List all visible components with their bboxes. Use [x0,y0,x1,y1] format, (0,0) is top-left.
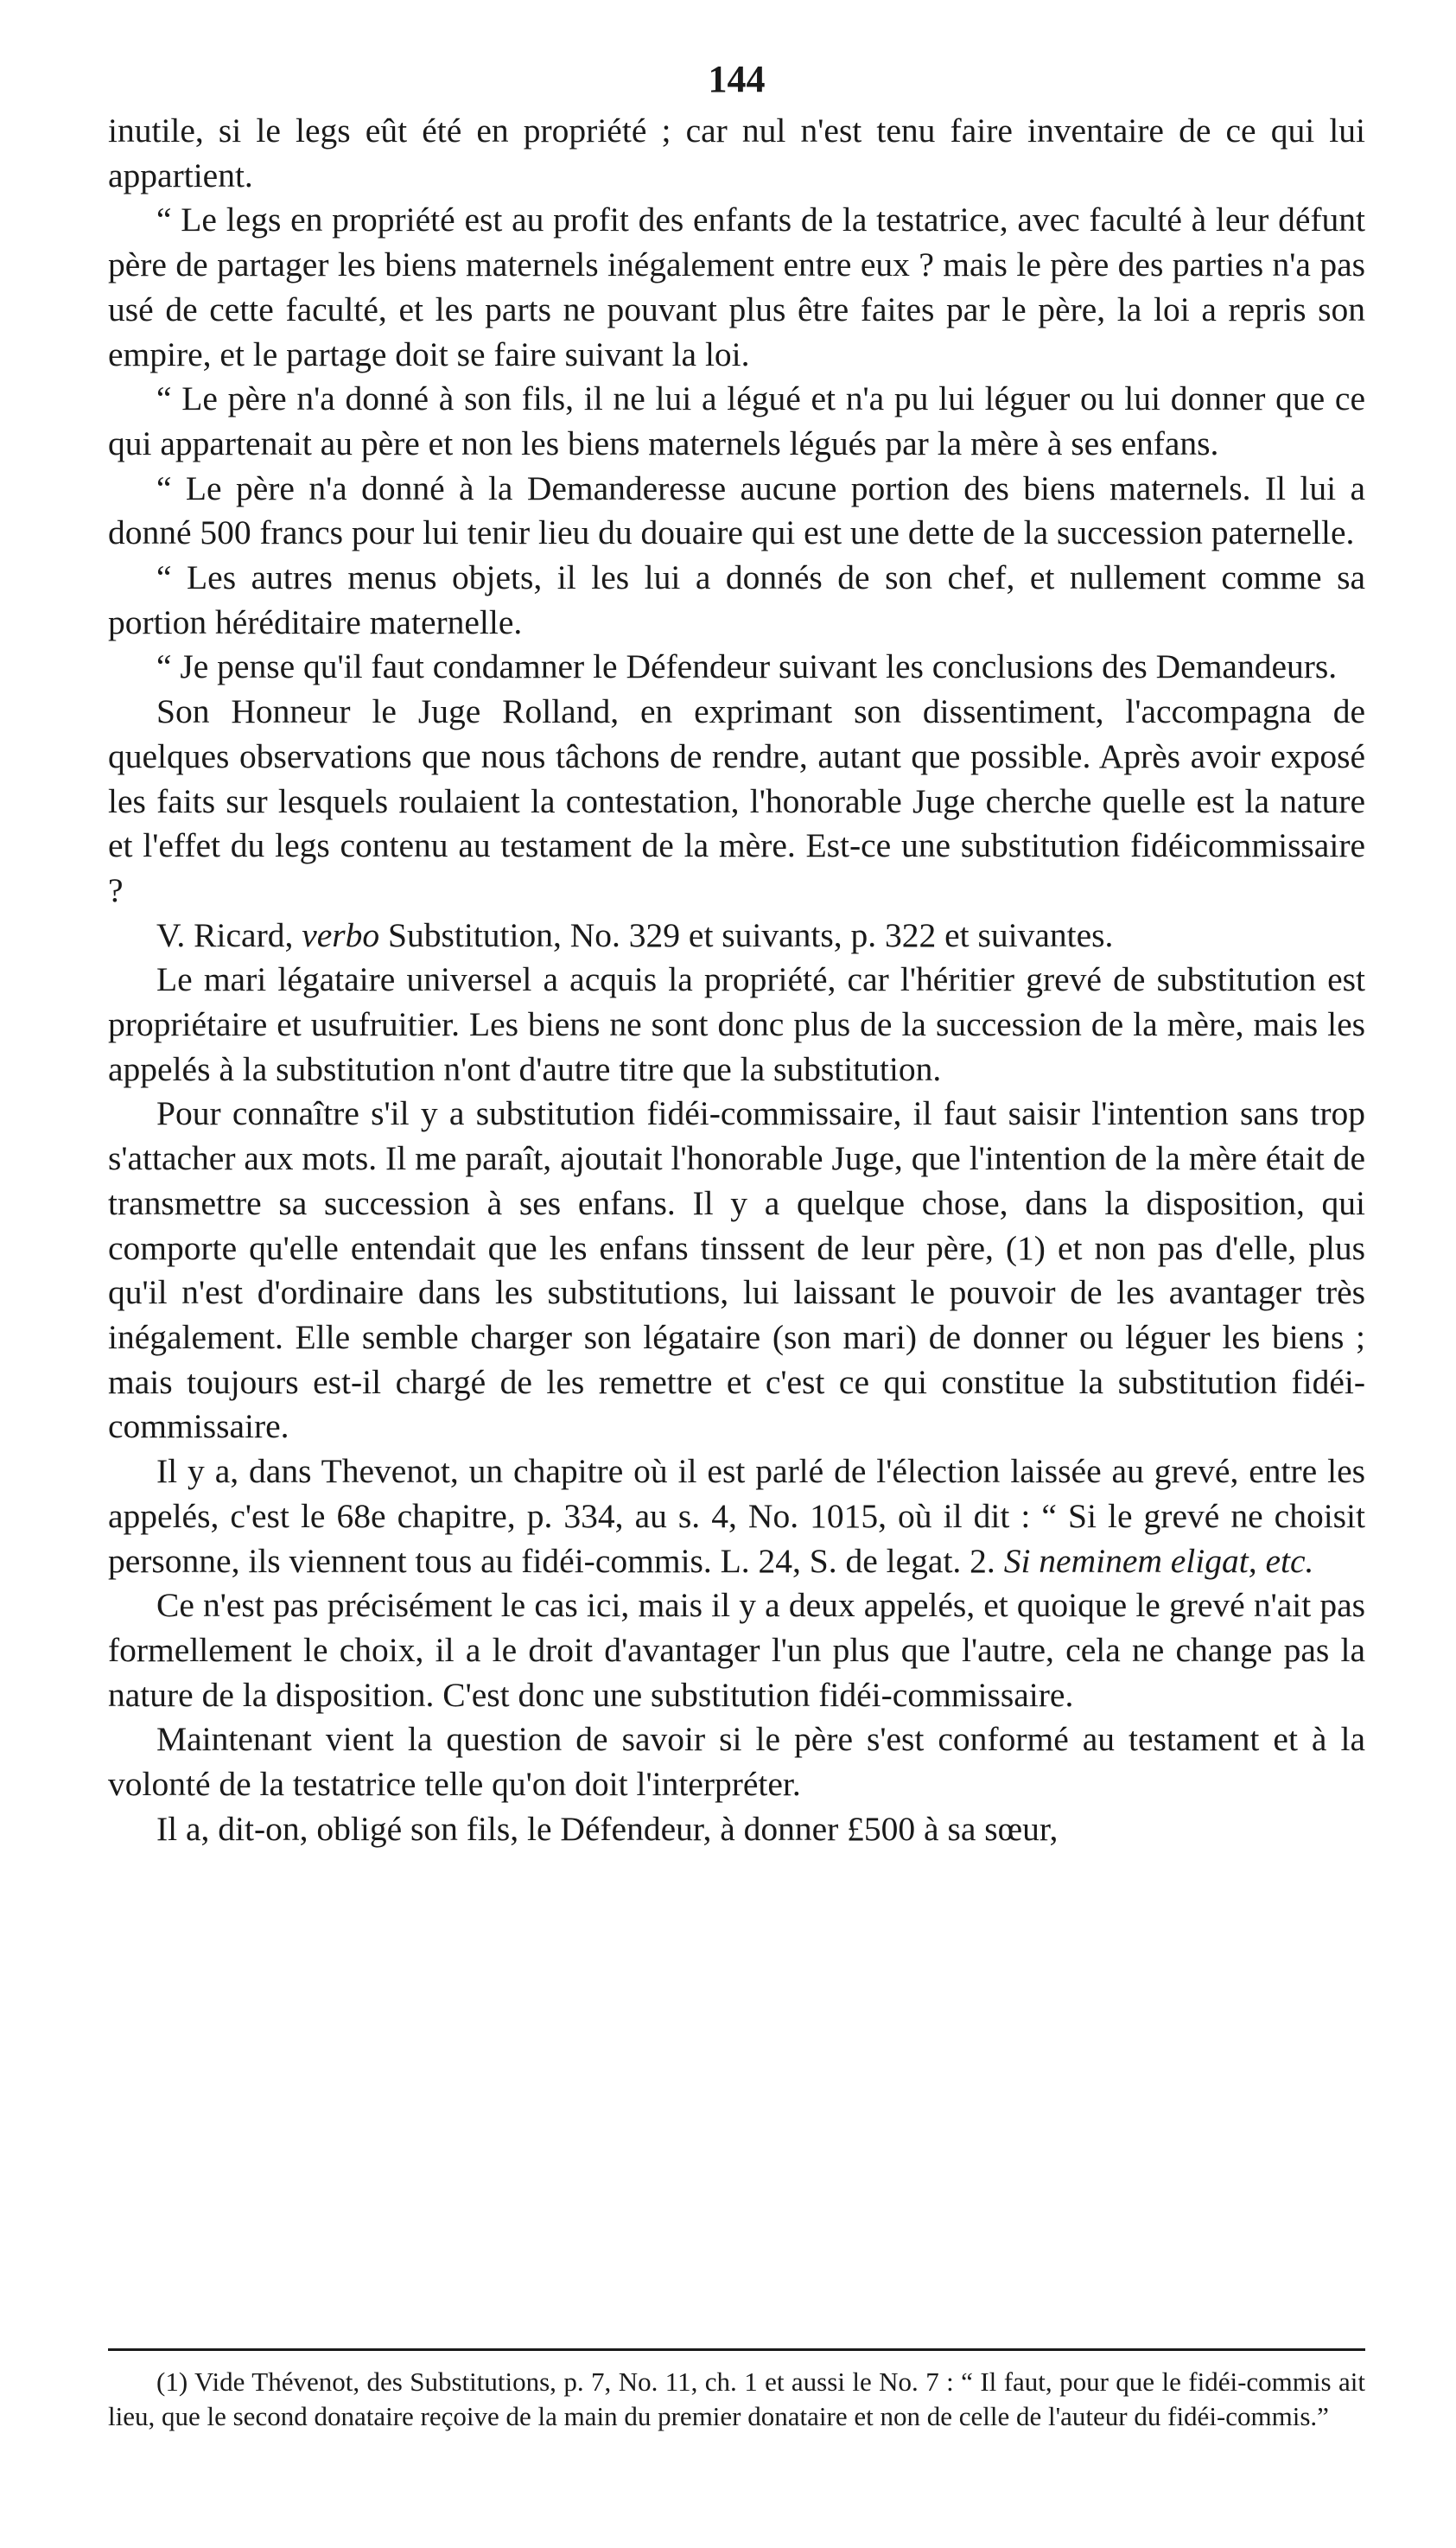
footnote-text: (1) Vide Thévenot, des Substitutions, p. 7, No. 11, ch. 1 et aussi le No. 7 : “ Il faut, pour que le fidéi-commis ait lieu, que le second donataire reçoive de la main du premier donataire et non de celle de l'auteur du fidéi-commis.” [108,2366,1365,2431]
paragraph [108,958,1365,1092]
text-run: Substitution, No. 329 et suivants, p. 322 et suivantes. [379,915,1114,954]
text-run: “ Les autres menus objets, il les lui a donnés de son chef, et nullement comme sa portion héréditaire maternelle. [108,558,1365,641]
paragraph [108,1583,1365,1717]
text-run: inutile, si le legs eût été en propriété ; car nul n'est tenu faire inventaire de ce qui lui appartient. [108,111,1365,194]
paragraph [108,1807,1365,1852]
page-number: 144 [708,58,766,100]
text-run: Le mari légataire universel a acquis la propriété, car l'héritier grevé de substitution est propriétaire et usufruitier. Les biens ne sont donc plus de la succession de la mère, mais les appelés à la substitution n'ont d'autre titre que la substitution. [108,960,1365,1088]
paragraph [108,109,1365,198]
italic-text: Si neminem eligat, etc. [1003,1541,1314,1580]
paragraph [108,1092,1365,1449]
paragraph [108,690,1365,914]
text-run: “ Le père n'a donné à la Demanderesse aucune portion des biens maternels. Il lui a donné 500 francs pour lui tenir lieu du douaire qui est une dette de la succession paternelle. [108,468,1365,552]
text-run: “ Le legs en propriété est au profit des enfants de la testatrice, avec faculté à leur défunt père de partager les biens maternels inégalement entre eux ? mais le père des parties n'a pas usé de cette faculté, et les parts ne pouvant plus être faites par le père, la loi a repris son empire, et le partage doit se faire suivant la loi. [108,201,1365,373]
paragraph [108,467,1365,556]
paragraph [108,914,1365,959]
paragraph [108,198,1365,377]
text-run: V. Ricard, [156,915,302,954]
paragraph [108,1449,1365,1583]
italic-text: verbo [302,915,380,954]
text-run: Il a, dit-on, obligé son fils, le Défendeur, à donner £500 à sa sœur, [156,1809,1059,1848]
text-run: Pour connaître s'il y a substitution fidéi-commissaire, il faut saisir l'intention sans trop s'attacher aux mots. Il me paraît, ajoutait l'honorable Juge, que l'intention de la mère était de transmettre sa succession à ses enfans. Il y a quelque chose, dans la disposition, qui comporte qu'elle entendait que les enfans tinssent de leur père, (1) et non pas d'elle, plus qu'il n'est d'ordinaire dans les substitutions, lui laissant le pouvoir de les avantager très inégalement. Elle semble charger son légataire (son mari) de donner ou léguer les biens ; mais toujours est-il chargé de les remettre et c'est ce qui constitue la substitution fidéi-commissaire. [108,1094,1365,1446]
body-text [108,109,1365,1851]
text-run: Maintenant vient la question de savoir si le père s'est conformé au testament et à la volonté de la testatrice telle qu'on doit l'interpréter. [108,1720,1365,1804]
text-run: “ Je pense qu'il faut condamner le Défendeur suivant les conclusions des Demandeurs. [156,647,1338,686]
text-run: Son Honneur le Juge Rolland, en exprimant son dissentiment, l'accompagna de quelques observations que nous tâchons de rendre, autant que possible. Après avoir exposé les faits sur lesquels roulaient la contestation, l'honorable Juge cherche quelle est la nature et l'effet du legs contenu au testament de la mère. Est-ce une substitution fidéicommissaire ? [108,692,1365,909]
text-run: Ce n'est pas précisément le cas ici, mais il y a deux appelés, et quoique le grevé n'ait pas formellement le choix, il a le droit d'avantager l'un plus que l'autre, cela ne change pas la nature de la disposition. C'est donc une substitution fidéi-commissaire. [108,1586,1365,1714]
paragraph [108,645,1365,690]
footnote-separator [108,2348,1365,2351]
paragraph [108,556,1365,645]
footnote [108,2365,1365,2434]
text-run: “ Le père n'a donné à son fils, il ne lui a légué et n'a pu lui léguer ou lui donner que ce qui appartenait au père et non les biens maternels légués par la mère à ses enfans. [108,379,1365,462]
text-run: Il y a, dans Thevenot, un chapitre où il est parlé de l'élection laissée au grevé, entre les appelés, c'est le 68e chapitre, p. 334, au s. 4, No. 1015, où il dit : “ Si le grevé ne choisit personne, ils viennent tous au fidéi-commis. L. 24, S. de legat. 2. [108,1452,1365,1580]
paragraph [108,1717,1365,1806]
paragraph [108,377,1365,466]
